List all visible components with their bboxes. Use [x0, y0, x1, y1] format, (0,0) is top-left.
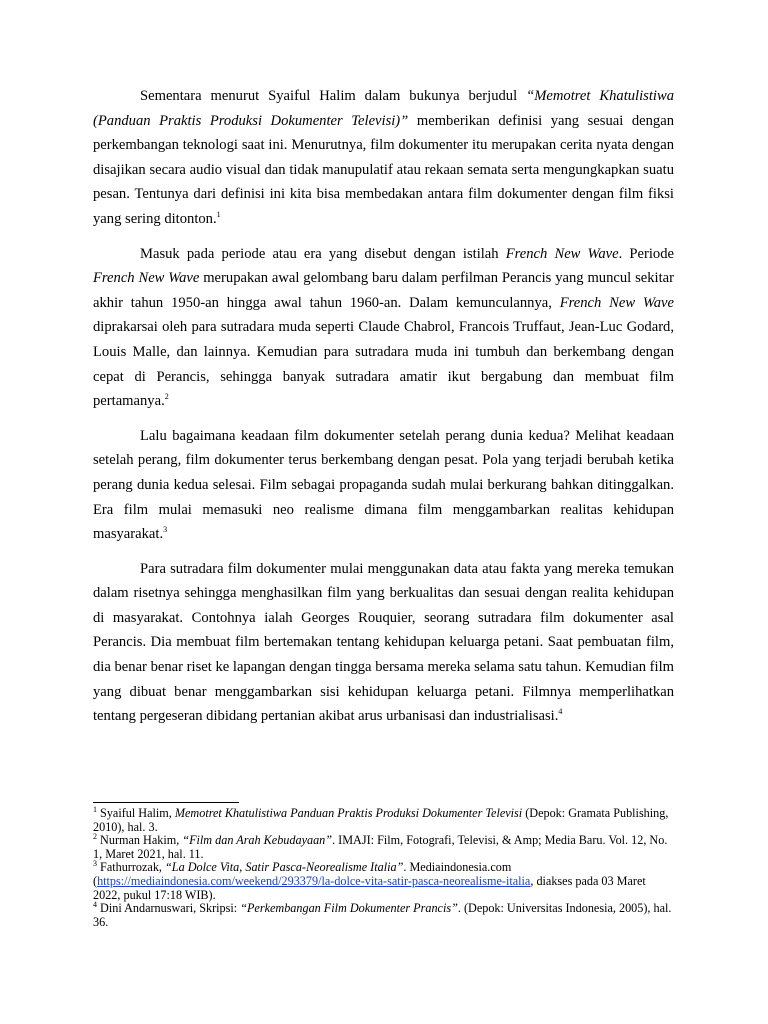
text-run: , diakses pada 03 Maret 2022, pukul 17:18 WIB).: [93, 873, 646, 902]
footnote-4: [93, 902, 674, 929]
text-run: (Depok: Gramata Publishing, 2010), hal. 3.: [93, 806, 669, 834]
italic-text: “Film dan Arah Kebudayaan”: [182, 833, 333, 848]
document-body: [93, 84, 674, 739]
italic-text: “La Dolce Vita, Satir Pasca-Neorealisme Italia”: [165, 860, 404, 875]
footnote-marker: 4: [558, 707, 563, 717]
footnote-marker: 3: [163, 525, 168, 535]
footnote-1: [93, 804, 674, 834]
text-run: merupakan awal gelombang baru dalam perfilman Perancis yang muncul sekitar akhir tahun 1950-an hingga awal tahun 1960-an. Dalam kemunculannya,: [93, 270, 674, 311]
text-run: Masuk pada periode atau era yang disebut dengan istilah: [140, 245, 506, 262]
body-paragraph-2: [93, 242, 674, 414]
italic-text: French New Wave: [505, 245, 619, 262]
body-paragraph-4: [93, 557, 674, 729]
italic-text: Memotret Khatulistiwa Panduan Praktis Produksi Dokumenter Televisi: [174, 806, 523, 820]
italic-text: French New Wave: [93, 270, 200, 287]
text-run: . (Depok: Universitas Indonesia, 2005), hal. 36.: [93, 901, 672, 929]
footnote-2: [93, 834, 674, 861]
text-run: diprakarsai oleh para sutradara muda seperti Claude Chabrol, Francois Truffaut, Jean-Luc Godard, Louis Malle, dan lainnya. Kemudian para sutradara muda ini tumbuh dan berkembang dengan cepat di Perancis, sehingga banyak sutradara amatir ikut bergabung dan membuat film pertamanya.: [93, 319, 674, 410]
italic-text: French New Wave: [559, 294, 674, 311]
italic-text: “Memotret Khatulistiwa (Panduan Praktis Produksi Dokumenter Televisi)”: [93, 88, 674, 129]
footnote-marker: 2: [164, 392, 169, 402]
text-run: Dini Andarnuswari, Skripsi:: [97, 901, 241, 916]
text-run: . Mediaindonesia.com (: [93, 860, 512, 888]
footnote-marker: 1: [216, 210, 221, 220]
footnote-marker: 1: [93, 804, 97, 814]
text-run: Para sutradara film dokumenter mulai menggunakan data atau fakta yang mereka temukan dalam risetnya sehingga menghasilkan film yang berkualitas dan sesuai dengan realita kehidupan di masyarakat. Contohnya ialah Georges Rouquier, seorang sutradara film dokumenter asal Perancis. Dia membuat film bertemakan tentang kehidupan keluarga petani. Saat pembuatan film, dia benar benar riset ke lapangan dengan tingga bersama mereka selama satu tahun. Kemudian film yang dibuat benar menggambarkan sisi kehidupan keluarga petani. Filmnya memperlihatkan tentang pergeseran dibidang pertanian akibat arus urbanisasi dan industrialisasi.: [93, 560, 674, 725]
footnote-3: [93, 861, 674, 902]
footnote-marker: 4: [93, 900, 97, 910]
text-run: Lalu bagaimana keadaan film dokumenter setelah perang dunia kedua? Melihat keadaan setelah perang, film dokumenter terus berkembang dengan pesat. Pola yang terjadi berubah ketika perang dunia kedua selesai. Film sebagai propaganda sudah mulai berkurang bahkan ditinggalkan. Era film mulai memasuki neo realisme dimana film menggambarkan realitas kehidupan masyarakat.: [93, 427, 674, 543]
text-run: Nurman Hakim,: [97, 833, 183, 848]
footnote-separator: [93, 802, 239, 803]
text-run: Syaiful Halim,: [97, 806, 175, 820]
text-run: . Periode: [618, 245, 674, 262]
body-paragraph-3: [93, 424, 674, 547]
text-run: . IMAJI: Film, Fotografi, Televisi, & Amp; Media Baru. Vol. 12, No. 1, Maret 2021, hal. 11.: [93, 833, 668, 861]
text-run: Sementara menurut Syaiful Halim dalam bukunya berjudul: [140, 88, 527, 104]
footnote-marker: 2: [93, 832, 97, 842]
footnotes-section: [93, 802, 674, 929]
reference-link[interactable]: https://mediaindonesia.com/weekend/293379/la-dolce-vita-satir-pasca-neorealisme-italia: [97, 873, 531, 888]
italic-text: “Perkembangan Film Dokumenter Prancis”: [240, 901, 458, 916]
footnote-marker: 3: [93, 859, 97, 869]
body-paragraph-1: [93, 84, 674, 232]
text-run: Fathurrozak,: [97, 860, 166, 875]
text-run: memberikan definisi yang sesuai dengan perkembangan teknologi saat ini. Menurutnya, film dokumenter itu merupakan cerita nyata dengan disajikan secara audio visual dan tidak manupulatif atau rekaan semata serta mengungkapkan suatu pesan. Tentunya dari definisi ini kita bisa membedakan antara film dokumenter dengan film fiksi yang sering ditonton.: [93, 112, 675, 227]
